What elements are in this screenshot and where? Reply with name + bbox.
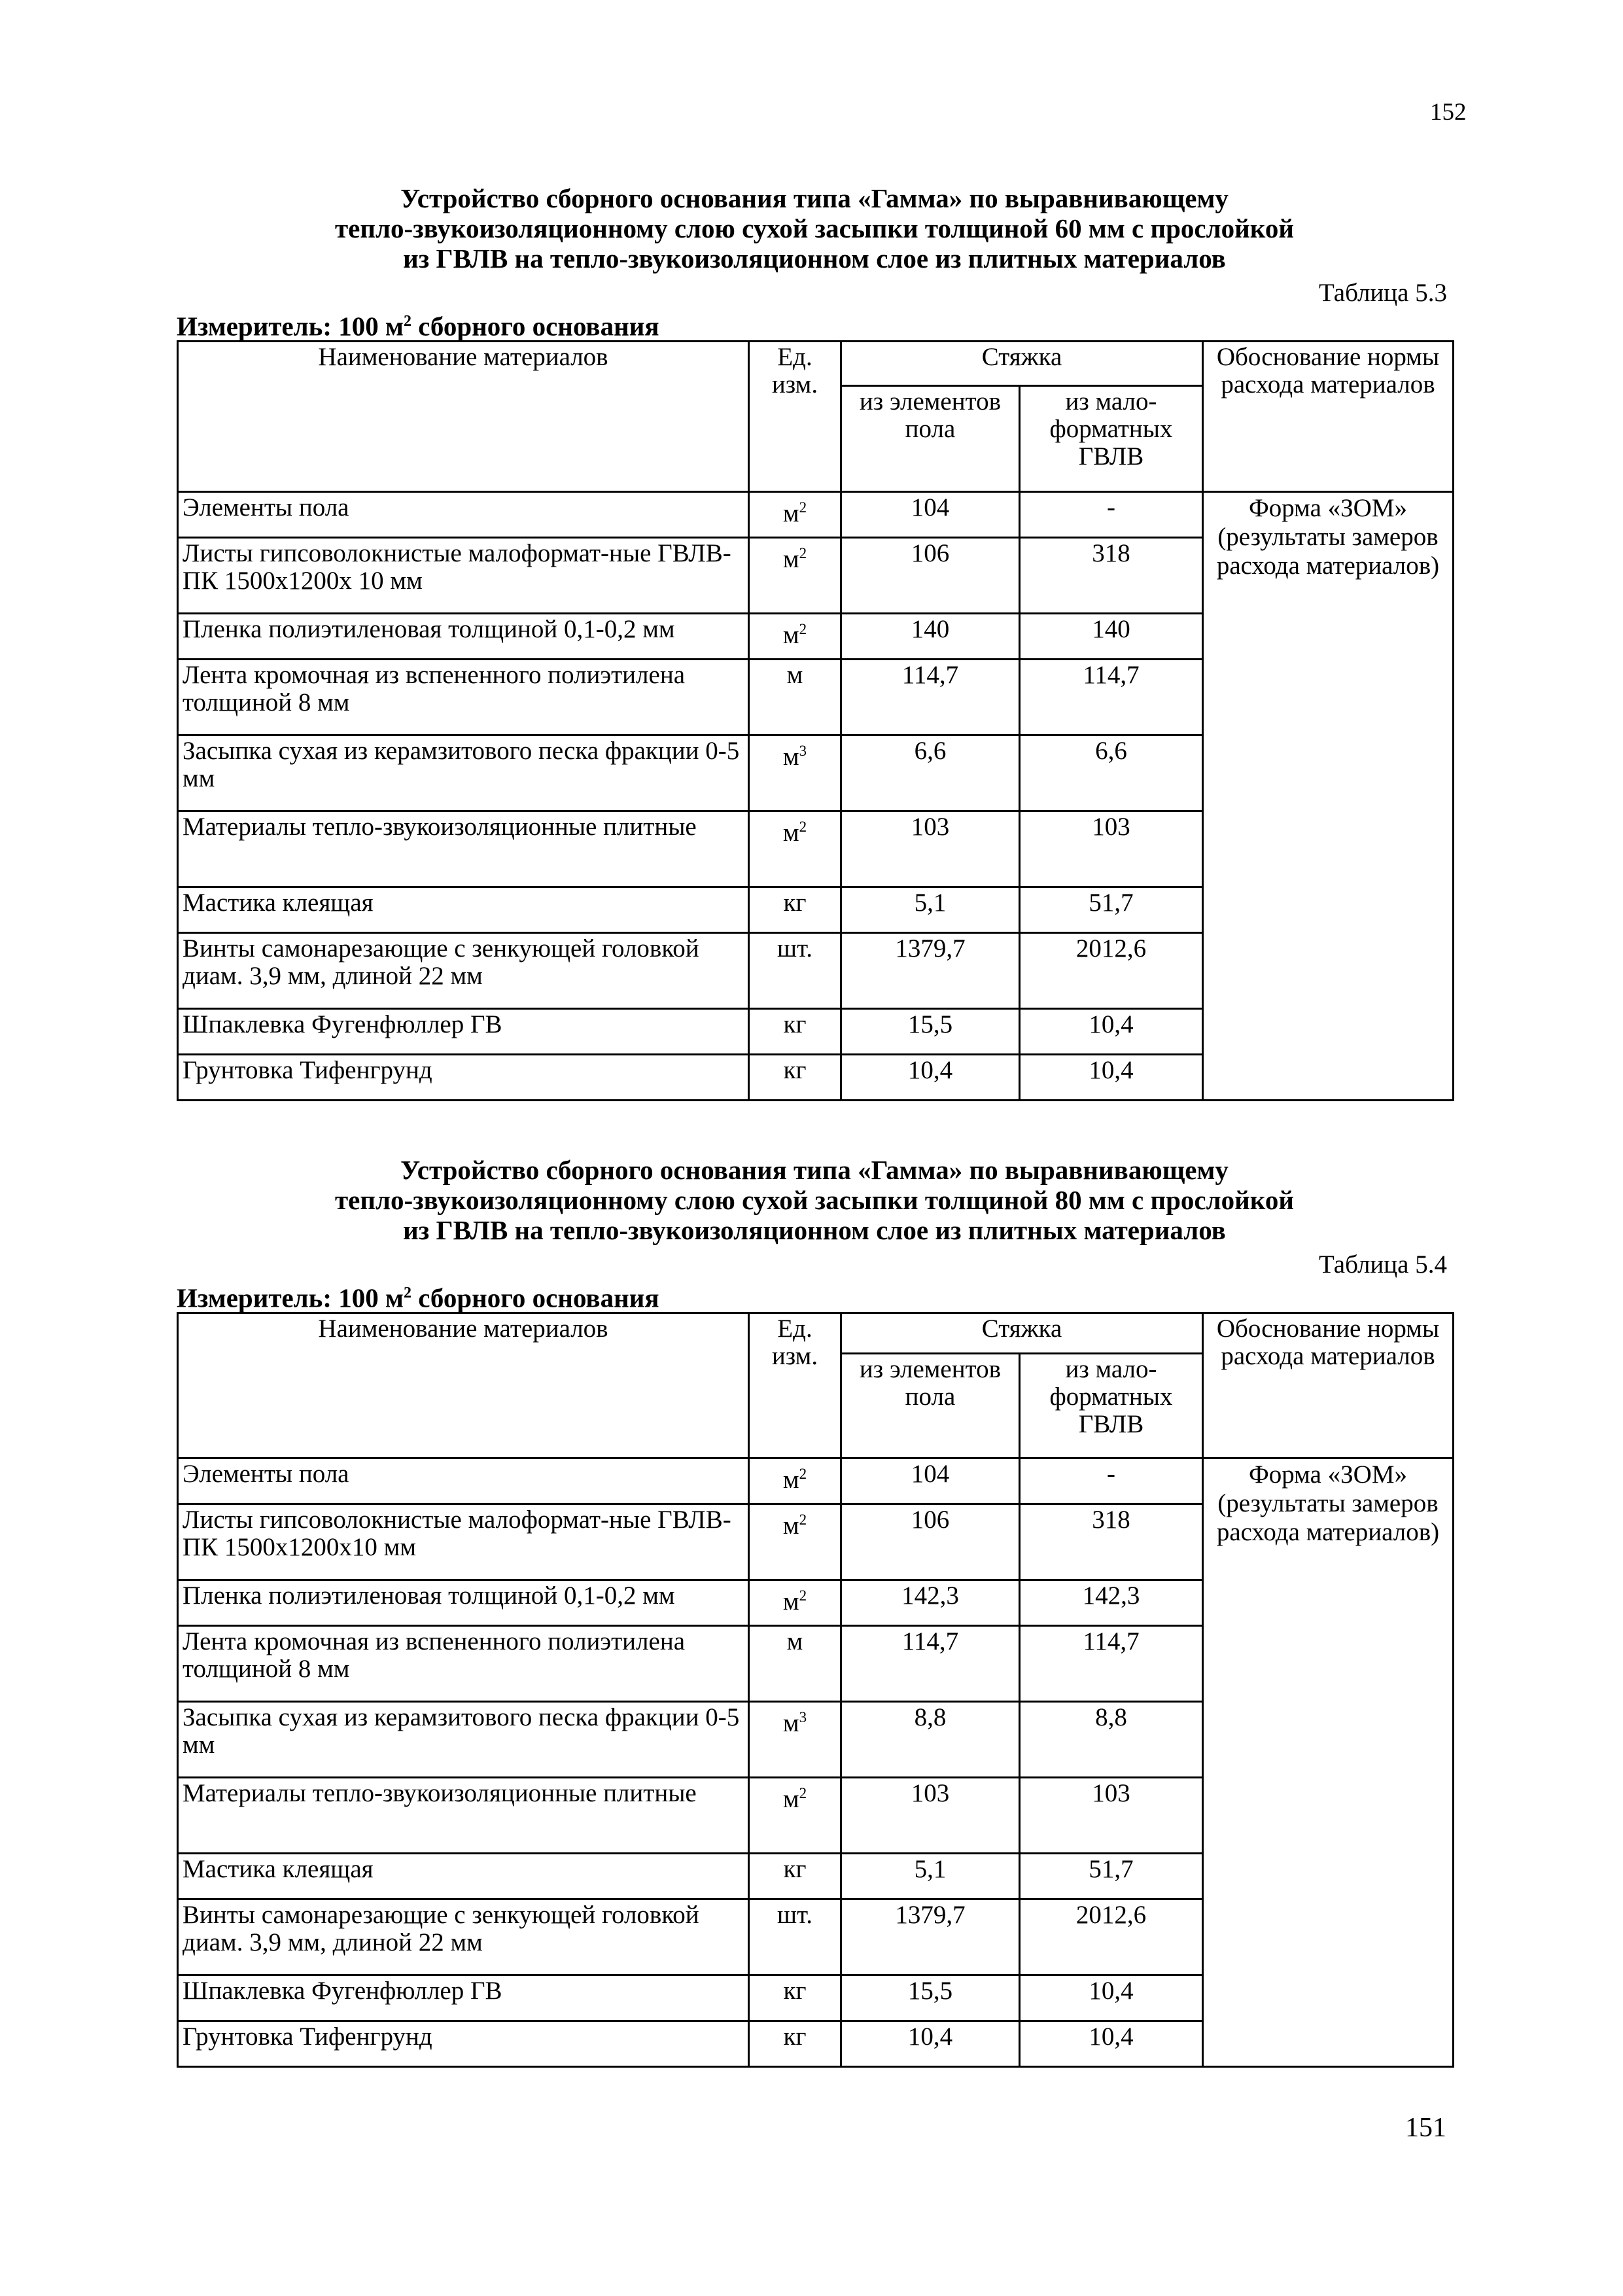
cell-material-name: Пленка полиэтиленовая толщиной 0,1-0,2 мм: [178, 1580, 749, 1625]
unit-text: м: [782, 1511, 799, 1540]
cell-material-name: Винты самонарезающие с зенкующей головкой диам. 3,9 мм, длиной 22 мм: [178, 1899, 749, 1975]
header-unit: Ед. изм.: [749, 341, 841, 491]
cell-value-gvlv: 10,4: [1020, 1054, 1203, 1100]
cell-material-name: Винты самонарезающие с зенкующей головкой диам. 3,9 мм, длиной 22 мм: [178, 932, 749, 1008]
cell-value-gvlv: 51,7: [1020, 1853, 1203, 1899]
header-justification: Обоснование нормы расхода материалов: [1203, 1313, 1454, 1458]
measure-prefix: Измеритель: 100 м: [177, 1282, 404, 1313]
cell-material-name: Шпаклевка Фугенфюллер ГВ: [178, 1008, 749, 1054]
unit-sup: 2: [799, 1511, 807, 1528]
cell-unit: [749, 1899, 841, 1975]
cell-material-name: Засыпка сухая из керамзитового песка фракции 0-5 мм: [178, 735, 749, 811]
cell-unit: [749, 537, 841, 613]
cell-unit: [749, 659, 841, 735]
cell-value-gvlv: 10,4: [1020, 2021, 1203, 2066]
cell-value-gvlv: 142,3: [1020, 1580, 1203, 1625]
cell-unit: [749, 1054, 841, 1100]
cell-unit: [749, 1853, 841, 1899]
cell-value-gvlv: 10,4: [1020, 1008, 1203, 1054]
cell-value-elements: 114,7: [841, 1625, 1020, 1701]
cell-material-name: Лента кромочная из вспененного полиэтилена толщиной 8 мм: [178, 1625, 749, 1701]
cell-value-gvlv: 51,7: [1020, 887, 1203, 932]
cell-value-gvlv: 8,8: [1020, 1701, 1203, 1777]
cell-value-gvlv: 140: [1020, 613, 1203, 659]
cell-unit: [749, 2021, 841, 2066]
table-row: [178, 491, 1454, 537]
page-number-bottom: 151: [1405, 2113, 1446, 2143]
cell-value-elements: 1379,7: [841, 932, 1020, 1008]
cell-value-gvlv: 318: [1020, 537, 1203, 613]
measure-sup: 2: [403, 313, 411, 330]
cell-value-elements: 140: [841, 613, 1020, 659]
title-line: тепло-звукоизоляционному слою сухой засыпки толщиной 80 мм с прослойкой: [335, 1185, 1294, 1215]
table-title: [177, 183, 1452, 274]
cell-value-gvlv: 114,7: [1020, 1625, 1203, 1701]
materials-table: [177, 340, 1454, 1101]
cell-material-name: Грунтовка Тифенгрунд: [178, 2021, 749, 2066]
cell-unit: [749, 932, 841, 1008]
cell-unit: [749, 1008, 841, 1054]
cell-value-elements: 15,5: [841, 1975, 1020, 2021]
unit-text: шт.: [777, 934, 812, 963]
cell-justification: Форма «ЗОМ» (результаты замеров расхода материалов): [1203, 1458, 1454, 2066]
cell-value-elements: 104: [841, 1458, 1020, 1504]
unit-text: м: [782, 620, 799, 649]
header-name: Наименование материалов: [178, 1313, 749, 1458]
cell-material-name: Грунтовка Тифенгрунд: [178, 1054, 749, 1100]
header-group: Стяжка: [841, 341, 1203, 385]
cell-unit: [749, 1777, 841, 1853]
unit-sup: 2: [799, 544, 807, 561]
measure-suffix: сборного основания: [411, 311, 659, 342]
title-line: из ГВЛВ на тепло-звукоизоляционном слое из плитных материалов: [403, 243, 1226, 274]
title-line: тепло-звукоизоляционному слою сухой засыпки толщиной 60 мм с прослойкой: [335, 213, 1294, 243]
unit-sup: 3: [799, 742, 807, 759]
measure-suffix: сборного основания: [411, 1282, 659, 1313]
cell-value-elements: 10,4: [841, 2021, 1020, 2066]
header-unit: Ед. изм.: [749, 1313, 841, 1458]
table-block-5-4: [177, 1155, 1452, 2068]
cell-unit: [749, 491, 841, 537]
header-group: Стяжка: [841, 1313, 1203, 1353]
header-sub-elements: из элементов пола: [841, 385, 1020, 491]
table-row: [178, 1458, 1454, 1504]
unit-text: кг: [783, 888, 807, 917]
cell-material-name: Элементы пола: [178, 1458, 749, 1504]
table-number: Таблица 5.3: [1318, 279, 1447, 307]
cell-value-gvlv: 10,4: [1020, 1975, 1203, 2021]
cell-justification: Форма «ЗОМ» (результаты замеров расхода материалов): [1203, 491, 1454, 1100]
cell-unit: [749, 613, 841, 659]
materials-table: [177, 1312, 1454, 2068]
measure-prefix: Измеритель: 100 м: [177, 311, 404, 342]
cell-value-elements: 106: [841, 537, 1020, 613]
unit-text: кг: [783, 1055, 807, 1084]
cell-value-gvlv: 103: [1020, 1777, 1203, 1853]
cell-value-gvlv: -: [1020, 491, 1203, 537]
cell-value-gvlv: 103: [1020, 811, 1203, 887]
cell-material-name: Мастика клеящая: [178, 1853, 749, 1899]
cell-value-elements: 103: [841, 811, 1020, 887]
unit-text: м: [782, 818, 799, 847]
cell-unit: [749, 811, 841, 887]
cell-value-elements: 6,6: [841, 735, 1020, 811]
unit-sup: 2: [799, 1587, 807, 1604]
cell-unit: [749, 1504, 841, 1580]
cell-value-elements: 142,3: [841, 1580, 1020, 1625]
unit-sup: 2: [799, 1784, 807, 1801]
cell-material-name: Материалы тепло-звукоизоляционные плитные: [178, 811, 749, 887]
unit-text: кг: [783, 1854, 807, 1883]
cell-value-elements: 10,4: [841, 1054, 1020, 1100]
cell-value-elements: 1379,7: [841, 1899, 1020, 1975]
unit-text: м: [782, 499, 799, 527]
cell-material-name: Шпаклевка Фугенфюллер ГВ: [178, 1975, 749, 2021]
unit-sup: 2: [799, 499, 807, 516]
title-line: Устройство сборного основания типа «Гамма» по выравнивающему: [400, 1155, 1229, 1185]
header-sub-gvlv: из мало-форматных ГВЛВ: [1020, 385, 1203, 491]
cell-value-gvlv: 2012,6: [1020, 1899, 1203, 1975]
header-sub-gvlv: из мало-форматных ГВЛВ: [1020, 1353, 1203, 1458]
unit-text: м: [782, 1465, 799, 1494]
cell-material-name: Материалы тепло-звукоизоляционные плитные: [178, 1777, 749, 1853]
cell-unit: [749, 887, 841, 932]
header-name: Наименование материалов: [178, 341, 749, 491]
cell-value-elements: 8,8: [841, 1701, 1020, 1777]
cell-value-elements: 5,1: [841, 887, 1020, 932]
cell-value-gvlv: 114,7: [1020, 659, 1203, 735]
cell-unit: [749, 1975, 841, 2021]
unit-text: кг: [783, 2022, 807, 2051]
cell-value-gvlv: 6,6: [1020, 735, 1203, 811]
table-block-5-3: [177, 183, 1452, 1101]
cell-material-name: Листы гипсоволокнистые малоформат-ные ГВЛВ-ПК 1500х1200х 10 мм: [178, 537, 749, 613]
cell-value-elements: 5,1: [841, 1853, 1020, 1899]
unit-text: кг: [783, 1010, 807, 1038]
cell-material-name: Элементы пола: [178, 491, 749, 537]
cell-unit: [749, 1580, 841, 1625]
cell-material-name: Пленка полиэтиленовая толщиной 0,1-0,2 мм: [178, 613, 749, 659]
title-line: из ГВЛВ на тепло-звукоизоляционном слое из плитных материалов: [403, 1215, 1226, 1245]
cell-value-gvlv: 2012,6: [1020, 932, 1203, 1008]
table-number: Таблица 5.4: [1318, 1250, 1447, 1279]
cell-unit: [749, 735, 841, 811]
title-line: Устройство сборного основания типа «Гамма» по выравнивающему: [400, 183, 1229, 213]
unit-sup: 2: [799, 620, 807, 637]
cell-value-gvlv: -: [1020, 1458, 1203, 1504]
cell-value-elements: 104: [841, 491, 1020, 537]
table-title: [177, 1155, 1452, 1245]
unit-text: м: [786, 1627, 803, 1655]
cell-value-elements: 103: [841, 1777, 1020, 1853]
unit-text: м: [782, 742, 799, 771]
cell-value-gvlv: 318: [1020, 1504, 1203, 1580]
cell-value-elements: 106: [841, 1504, 1020, 1580]
unit-text: м: [786, 660, 803, 689]
unit-text: м: [782, 544, 799, 573]
cell-material-name: Листы гипсоволокнистые малоформат-ные ГВЛВ-ПК 1500х1200х10 мм: [178, 1504, 749, 1580]
unit-text: м: [782, 1708, 799, 1737]
unit-sup: 2: [799, 818, 807, 835]
cell-material-name: Засыпка сухая из керамзитового песка фракции 0-5 мм: [178, 1701, 749, 1777]
header-justification: Обоснование нормы расхода материалов: [1203, 341, 1454, 491]
cell-value-elements: 15,5: [841, 1008, 1020, 1054]
cell-material-name: Мастика клеящая: [178, 887, 749, 932]
header-sub-elements: из элементов пола: [841, 1353, 1020, 1458]
unit-text: м: [782, 1587, 799, 1616]
cell-material-name: Лента кромочная из вспененного полиэтилена толщиной 8 мм: [178, 659, 749, 735]
unit-text: кг: [783, 1976, 807, 2005]
unit-sup: 3: [799, 1708, 807, 1725]
cell-unit: [749, 1625, 841, 1701]
cell-unit: [749, 1701, 841, 1777]
unit-text: шт.: [777, 1900, 812, 1929]
unit-text: м: [782, 1784, 799, 1813]
page-number-top: 152: [1430, 99, 1467, 126]
measure-line: [177, 308, 1452, 340]
cell-value-elements: 114,7: [841, 659, 1020, 735]
cell-unit: [749, 1458, 841, 1504]
measure-sup: 2: [403, 1284, 411, 1301]
unit-sup: 2: [799, 1465, 807, 1482]
measure-line: [177, 1279, 1452, 1312]
